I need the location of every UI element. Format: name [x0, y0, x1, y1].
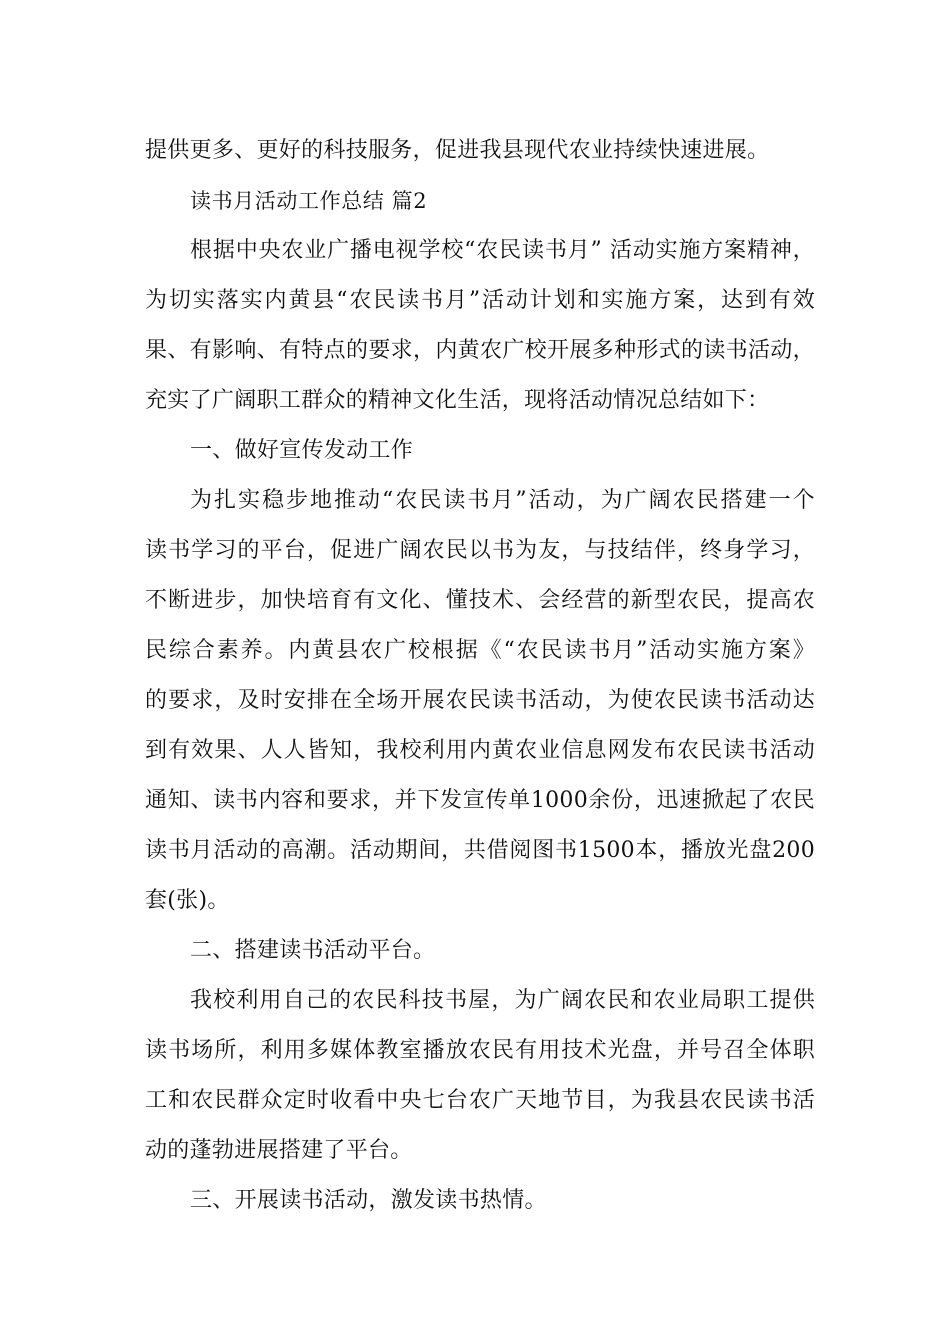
- text-line: 提供更多、更好的科技服务，促进我县现代农业持续快速进展。: [145, 138, 770, 163]
- text-line: 我校利用自己的农民科技书屋，为广阔农民和农业局职工提供: [190, 988, 815, 1013]
- text-line: 读书场所，利用多媒体教室播放农民有用技术光盘，并号召全体职: [145, 1038, 815, 1063]
- text-line: 充实了广阔职工群众的精神文化生活，现将活动情况总结如下：: [145, 388, 770, 413]
- text-line: 根据中央农业广播电视学校“农民读书月” 活动实施方案精神，: [190, 238, 815, 263]
- text-line: 为扎实稳步地推动“农民读书月”活动，为广阔农民搭建一个: [190, 488, 815, 513]
- text-line: 读书学习的平台，促进广阔农民以书为友，与技结伴，终身学习，: [145, 538, 815, 563]
- text-line: 到有效果、人人皆知，我校利用内黄农业信息网发布农民读书活动: [145, 738, 815, 763]
- text-line: 三、开展读书活动，激发读书热情。: [190, 1188, 547, 1213]
- text-line: 果、有影响、有特点的要求，内黄农广校开展多种形式的读书活动，: [145, 338, 815, 363]
- text-line: 套(张)。: [145, 888, 230, 913]
- text-line: 民综合素养。内黄县农广校根据《“农民读书月”活动实施方案》: [145, 638, 815, 663]
- text-line: 通知、读书内容和要求，并下发宣传单1000余份，迅速掀起了农民: [145, 788, 815, 813]
- text-line: 一、做好宣传发动工作: [190, 438, 414, 463]
- text-line: 二、搭建读书活动平台。: [190, 938, 436, 963]
- text-line: 工和农民群众定时收看中央七台农广天地节目，为我县农民读书活: [145, 1088, 815, 1113]
- text-line: 不断进步，加快培育有文化、懂技术、会经营的新型农民，提高农: [145, 588, 815, 613]
- text-line: 读书月活动的高潮。活动期间，共借阅图书1500本，播放光盘200: [145, 838, 815, 863]
- text-line: 为切实落实内黄县“农民读书月”活动计划和实施方案，达到有效: [145, 288, 815, 313]
- text-line: 的要求，及时安排在全场开展农民读书活动，为使农民读书活动达: [145, 688, 815, 713]
- section-title: 读书月活动工作总结 篇2: [190, 189, 428, 213]
- text-line: 动的蓬勃进展搭建了平台。: [145, 1138, 413, 1163]
